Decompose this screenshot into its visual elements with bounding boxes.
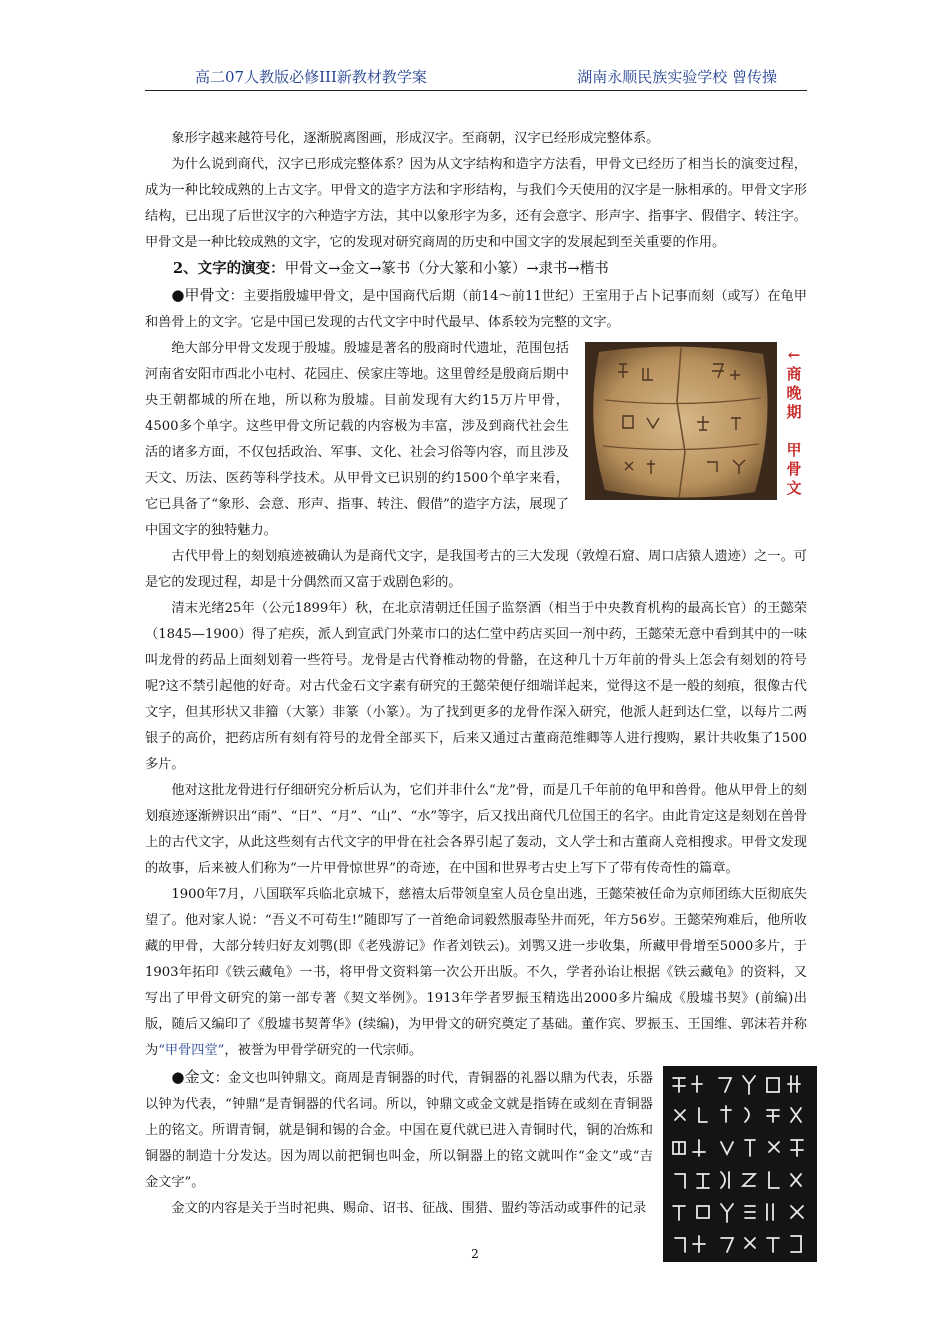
bronze-inscription-rubbing — [663, 1066, 817, 1262]
section-title: 2、文字的演变： — [173, 260, 285, 277]
caption-char: 期 — [786, 403, 802, 421]
oracle-bone-caption — [783, 346, 805, 498]
page-header — [145, 66, 807, 91]
paragraph-6: 他对这批龙骨进行仔细研究分析后认为，它们并非什么“龙”骨，而是几千年前的龟甲和兽骨。他从甲骨上的刻划痕迹逐渐辨识出“雨”、“日”、“月”、“山”、“水”等字，后又找出商代几位国王的名字。由此肯定这是刻划在兽骨上的古代文字，从此这些刻有古代文字的甲骨在社会各界引起了轰动，文人学士和古董商人竞相搜求。甲骨文发现的故事，后来被人们称为“一片甲骨惊世界”的奇迹，在中国和世界考古史上写下了带有传奇性的篇章。 — [145, 783, 807, 876]
jinwen-bullet: ●金文 — [171, 1068, 215, 1086]
caption-char: 文 — [786, 479, 802, 497]
header-left-title: 高二07人教版必修III新教材教学案 — [195, 68, 427, 86]
jiagu-sitang: “甲骨四堂” — [158, 1043, 225, 1058]
jiaguwen-intro — [145, 282, 807, 336]
page-number: 2 — [471, 1247, 479, 1261]
paragraph-8: 金文的内容是关于当时祀典、赐命、诏书、征战、围猎、盟约等活动或事件的记录 — [171, 1201, 647, 1216]
oracle-bone-figure — [585, 342, 811, 500]
caption-char: 晚 — [786, 384, 802, 402]
bronze-rubbing-figure — [663, 1066, 817, 1262]
paragraph-5: 清末光绪25年（公元1899年）秋，在北京清朝迁任国子监祭酒（相当于中央教育机构的最高长官）的王懿荣（1845—1900）得了疟疾，派人到宣武门外菜市口的达仁堂中药店买回一剂中药，王懿荣无意中看到其中的一味叫龙骨的药品上面刻划着一些符号。龙骨是古代脊椎动物的骨骼，在这种几十万年前的骨头上怎会有刻划的符号呢?这不禁引起他的好奇。对古代金石文字素有研究的王懿荣便仔细端详起来，觉得这不是一般的刻痕，很像古代文字，但其形状又非籀（大篆）非篆（小篆）。为了找到更多的龙骨作深入研究，他派人赶到达仁堂，以每片二两银子的高价，把药店所有刻有符号的龙骨全部买下，后来又通过古董商范维卿等人进行搜购，累计共收集了1500多片。 — [145, 601, 807, 772]
jiaguwen-intro-text: ：主要指殷墟甲骨文，是中国商代后期（前14～前11世纪）王室用于占卜记事而刻（或写）在龟甲和兽骨上的文字。它是中国已发现的古代文字中时代最早、体系较为完整的文字。 — [145, 289, 807, 330]
paragraph-1: 象形字越来越符号化，逐渐脱离图画，形成汉字。至商朝，汉字已经形成完整体系。 — [171, 131, 660, 146]
caption-arrow: ← — [787, 346, 801, 364]
caption-gap — [783, 422, 805, 441]
paragraph-7 — [145, 882, 807, 1064]
paragraph-2: 为什么说到商代，汉字已形成完整体系？因为从文字结构和造字方法看，甲骨文已经历了相当长的演变过程，成为一种比较成熟的上古文字。甲骨文的造字方法和字形结构，与我们今天使用的汉字是一脉相承的。甲骨文字形结构，已出现了后世汉字的六种造字方法，其中以象形字为多，还有会意字、形声字、指事字、假借字、转注字。甲骨文是一种比较成熟的文字，它的发现对研究商周的历史和中国文字的发展起到至关重要的作用。 — [145, 157, 807, 250]
section-heading — [145, 256, 807, 282]
caption-char: 甲 — [786, 441, 802, 459]
document-body — [145, 126, 807, 1262]
header-right-school: 湖南永顺民族实验学校 曾传操 — [577, 68, 777, 86]
paragraph-7-text: 1900年7月，八国联军兵临北京城下，慈禧太后带领皇室人员仓皇出逃，王懿荣被任命为京师团练大臣彻底失望了。他对家人说：“吾义不可苟生!”随即写了一首绝命词毅然服毒坠井而死，年方56岁。王懿荣殉难后，他所收藏的甲骨，大部分转归好友刘鹗(即《老残游记》作者刘铁云)。刘鹗又进一步收集，所藏甲骨增至5000多片，于1903年拓印《铁云藏龟》一书，将甲骨文资料第一次公开出版。不久，学者孙诒让根据《铁云藏龟》的资料，又写出了甲骨文研究的第一部专著《契文举例》。1913年学者罗振玉精选出2000多片编成《殷墟书契》(前编)出版，随后又编印了《殷墟书契菁华》(续编)，为甲骨文的研究奠定了基础。董作宾、罗振玉、王国维、郭沫若并称为 — [145, 887, 807, 1058]
section-chain: 甲骨文→金文→篆书（分大篆和小篆）→隶书→楷书 — [284, 261, 609, 277]
paragraph-4: 古代甲骨上的刻划痕迹被确认为是商代文字，是我国考古的三大发现（敦煌石窟、周口店猿人遗迹）之一。可是它的发现过程，却是十分偶然而又富于戏剧色彩的。 — [145, 549, 807, 590]
oracle-bone-photo — [585, 342, 777, 500]
caption-char: 骨 — [786, 460, 802, 478]
caption-char: 商 — [786, 365, 802, 383]
jiaguwen-bullet: ●甲骨文 — [171, 286, 230, 304]
paragraph-3: 绝大部分甲骨文发现于殷墟。殷墟是著名的殷商时代遗址，范围包括河南省安阳市西北小屯村、花园庄、侯家庄等地。这里曾经是殷商后期中央王朝都城的所在地，所以称为殷墟。目前发现有大约15万片甲骨，4500多个单字。这些甲骨文所记载的内容极为丰富，涉及到商代社会生活的诸多方面，不仅包括政治、军事、文化、社会习俗等内容，而且涉及天文、历法、医药等科学技术。从甲骨文已识别的约1500个单字来看，它已具备了“象形、会意、形声、指事、转注、假借”的造字方法，展现了中国文字的独特魅力。 — [145, 341, 569, 538]
jinwen-intro-text: ：金文也叫钟鼎文。商周是青铜器的时代，青铜器的礼器以鼎为代表，乐器以钟为代表，“钟鼎”是青铜器的代名词。所以，钟鼎文或金文就是指铸在或刻在青铜器上的铭文。所谓青铜，就是铜和锡的合金。中国在夏代就已进入青铜时代，铜的冶炼和铜器的制造十分发达。因为周以前把铜也叫金，所以铜器上的铭文就叫作“金文”或“吉金文字”。 — [145, 1071, 653, 1190]
paragraph-7-end: ，被誉为甲骨学研究的一代宗师。 — [224, 1043, 423, 1058]
